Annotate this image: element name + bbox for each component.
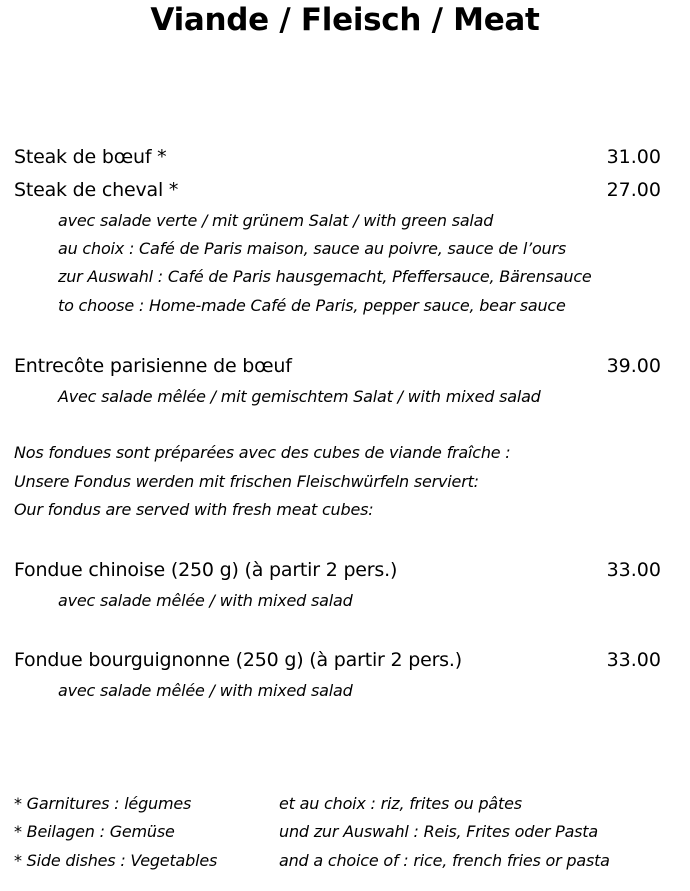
item-description: zur Auswahl : Café de Paris hausgemacht, Pfeffersauce, Bärensauce bbox=[58, 267, 592, 286]
footnote-left: * Side dishes : Vegetables bbox=[14, 851, 218, 870]
fondue-note-line: Nos fondues sont préparées avec des cubes de viande fraîche : bbox=[14, 443, 511, 462]
item-description: avec salade mêlée / with mixed salad bbox=[58, 681, 353, 700]
item-name: Fondue bourguignonne (250 g) (à partir 2 pers.) bbox=[14, 649, 462, 671]
menu-item-fondue-bourguignonne bbox=[14, 648, 661, 672]
fondue-note-line: Our fondus are served with fresh meat cubes: bbox=[14, 500, 374, 519]
footnote-right: und zur Auswahl : Reis, Frites oder Pasta bbox=[279, 822, 598, 841]
item-name: Steak de bœuf * bbox=[14, 146, 167, 168]
item-price: 39.00 bbox=[606, 355, 661, 377]
menu-item-steak-boeuf bbox=[14, 145, 661, 169]
menu-item-steak-cheval bbox=[14, 178, 661, 202]
fondue-note-line: Unsere Fondus werden mit frischen Fleischwürfeln serviert: bbox=[14, 472, 479, 491]
item-price: 33.00 bbox=[606, 649, 661, 671]
page-title: Viande / Fleisch / Meat bbox=[150, 2, 540, 38]
footnote-left: * Garnitures : légumes bbox=[14, 794, 192, 813]
menu-item-entrecote bbox=[14, 354, 661, 378]
footnote-right: and a choice of : rice, french fries or pasta bbox=[279, 851, 610, 870]
footnote-right: et au choix : riz, frites ou pâtes bbox=[279, 794, 522, 813]
item-description: Avec salade mêlée / mit gemischtem Salat / with mixed salad bbox=[58, 387, 541, 406]
item-price: 33.00 bbox=[606, 559, 661, 581]
footnote-left: * Beilagen : Gemüse bbox=[14, 822, 175, 841]
item-description: to choose : Home-made Café de Paris, pepper sauce, bear sauce bbox=[58, 296, 566, 315]
item-price: 31.00 bbox=[606, 146, 661, 168]
item-name: Steak de cheval * bbox=[14, 179, 179, 201]
item-description: avec salade verte / mit grünem Salat / with green salad bbox=[58, 211, 494, 230]
item-name: Entrecôte parisienne de bœuf bbox=[14, 355, 292, 377]
menu-item-fondue-chinoise bbox=[14, 558, 661, 582]
item-description: avec salade mêlée / with mixed salad bbox=[58, 591, 353, 610]
item-name: Fondue chinoise (250 g) (à partir 2 pers.) bbox=[14, 559, 398, 581]
item-description: au choix : Café de Paris maison, sauce au poivre, sauce de l’ours bbox=[58, 239, 566, 258]
item-price: 27.00 bbox=[606, 179, 661, 201]
